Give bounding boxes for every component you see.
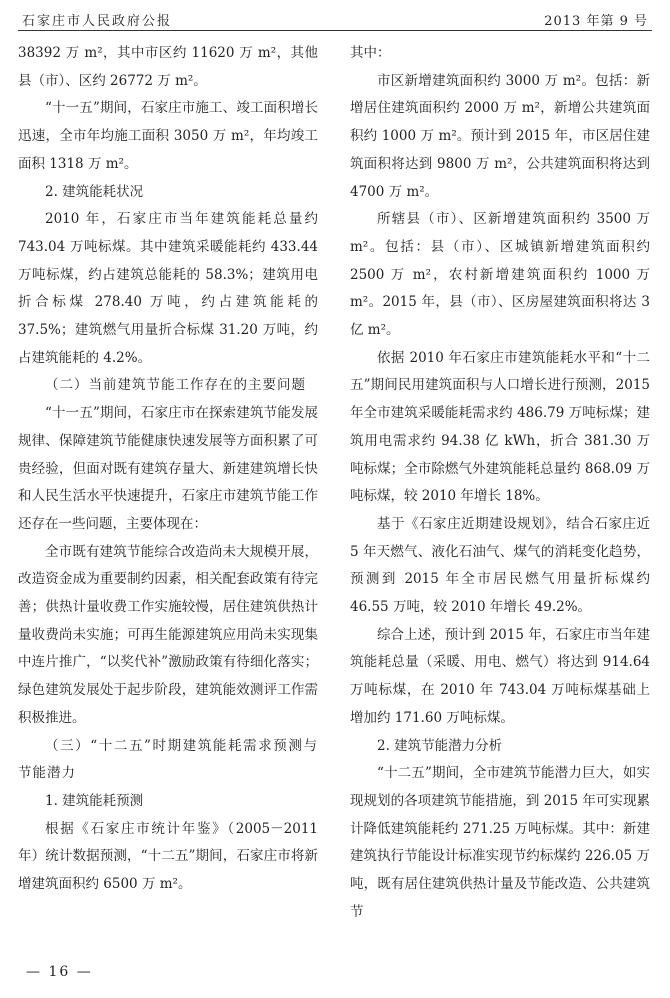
paragraph: “十一五”期间，石家庄市在探索建筑节能发展规律、保障建筑节能健康快速发展等方面积累了可贵经验，但面对既有建筑存量大、新建建筑增长快和人民生活水平快速提升，石家庄市建筑节能工作还存在一些问题，主要体现在：: [18, 405, 318, 532]
paragraph: “十二五”期间，全市建筑节能潜力巨大，如实现规划的各项建筑节能措施，到 2015 年可实现累计降低建筑能耗约 271.25 万吨标煤。其中：新建建筑执行节能设计标准实现节约标煤约 226.05 万吨，既有居住建筑供热计量及节能改造、公共建筑节: [350, 765, 650, 920]
paragraph: 其中：: [350, 45, 391, 61]
paragraph: “十一五”期间，石家庄市施工、竣工面积增长迅速，全市年均施工面积 3050 万 m²，年均竣工面积 1318 万 m²。: [18, 100, 318, 172]
paragraph: 基于《石家庄近期建设规划》，结合石家庄近 5 年天燃气、液化石油气、煤气的消耗变化趋势，预测到 2015 年全市居民燃气用量折标煤约 46.55 万吨，较 2010 年增长 49.2%。: [350, 515, 650, 616]
paragraph: 2010 年，石家庄市当年建筑能耗总量约 743.04 万吨标煤。其中建筑采暖能耗约 433.44 万吨标煤，约占建筑总能耗的 58.3%；建筑用电折合标煤 278.40 万吨，约占建筑能耗的 37.5%；建筑燃气用量折合标煤 31.20 万吨，约占建筑能耗的 4.2%。: [18, 211, 318, 366]
paragraph: 依据 2010 年石家庄市建筑能耗水平和“十二五”期间民用建筑面积与人口增长进行预测，2015 年全市建筑采暖能耗需求约 486.79 万吨标煤；建筑用电需求约 94.38 亿 kWh，折合 381.30 万吨标煤；全市除燃气外建筑能耗总量约 868.09 万吨标煤，较 2010 年增长 18%。: [350, 349, 650, 505]
paragraph: 市区新增建筑面积约 3000 万 m²。包括：新增居住建筑面积约 2000 万 m²，新增公共建筑面积约 1000 万 m²。预计到 2015 年，市区居住建筑面积将达到 9800 万 m²，公共建筑面积将达到 4700 万 m²。: [350, 72, 650, 200]
left-column: [18, 40, 318, 899]
paragraph: 所辖县（市）、区新增建筑面积约 3500 万 m²。包括：县（市）、区城镇新增建筑面积约 2500 万 m²，农村新增建筑面积约 1000 万 m²。2015 年，县（市）、区房屋建筑面积将达 3 亿 m²。: [350, 211, 650, 339]
page-number: — 16 —: [26, 964, 93, 980]
paragraph: 根据《石家庄市统计年鉴》（2005－2011 年）统计数据预测，“十二五”期间，石家庄市将新增建筑面积约 6500 万 m²。: [18, 820, 318, 893]
paragraph: 2. 建筑能耗状况: [45, 183, 144, 200]
paragraph: 38392 万 m²，其中市区约 11620 万 m²，其他县（市）、区约 26772 万 m²。: [18, 45, 318, 89]
paragraph: 2. 建筑节能潜力分析: [377, 737, 503, 754]
publication-title: 石家庄市人民政府公报: [22, 14, 173, 29]
page-header: [18, 6, 652, 31]
section-heading: （二）当前建筑节能工作存在的主要问题: [45, 377, 306, 394]
right-column: [350, 40, 650, 927]
paragraph: 全市既有建筑节能综合改造尚未大规模开展，改造资金成为重要制约因素，相关配套政策有待完善；供热计量收费工作实施较慢，居住建筑供热计量收费尚未实施；可再生能源建筑应用尚未实现集中连片推广，“以奖代补”激励政策有待细化落实；绿色建筑发展处于起步阶段，建筑能效测评工作需积极推进。: [18, 543, 318, 726]
issue-number: 2013 年第 9 号: [544, 14, 648, 29]
paragraph: 综合上述，预计到 2015 年，石家庄市当年建筑能耗总量（采暖、用电、燃气）将达到 914.64 万吨标煤，在 2010 年 743.04 万吨标煤基础上增加约 171.60 万吨标煤。: [350, 626, 650, 726]
paragraph: 1. 建筑能耗预测: [45, 792, 144, 809]
section-heading: （三）“十二五”时期建筑能耗需求预测与节能潜力: [18, 737, 318, 782]
